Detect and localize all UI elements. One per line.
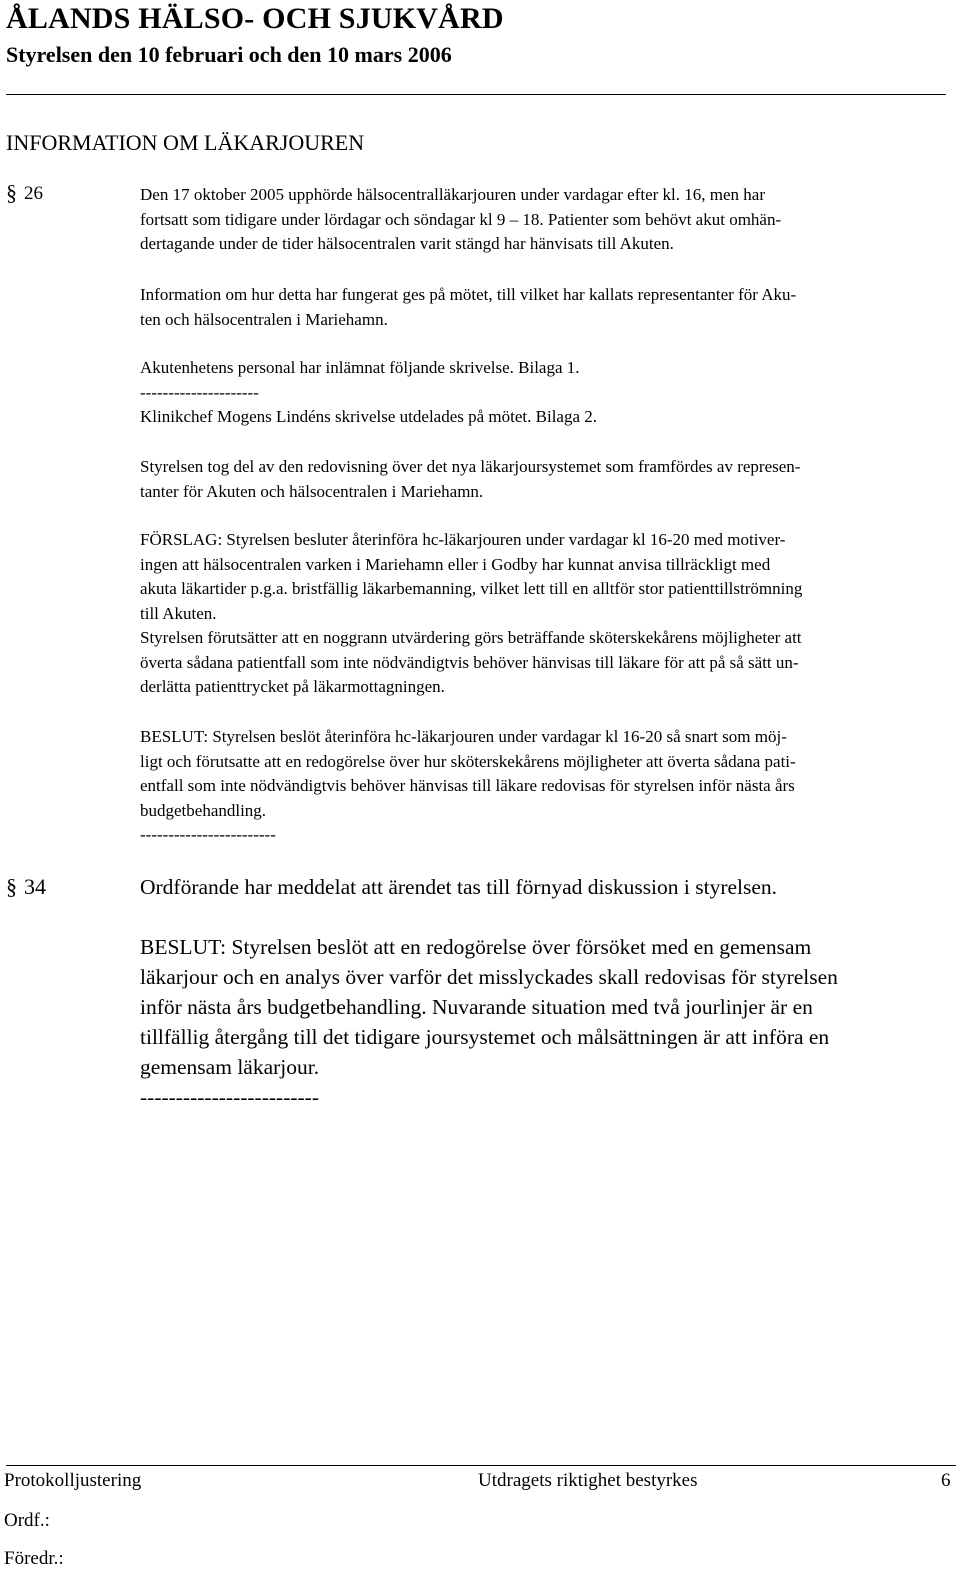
text-line: till Akuten.	[140, 603, 217, 623]
text-line: Klinikchef Mogens Lindéns skrivelse utdelades på mötet. Bilaga 2.	[140, 407, 598, 426]
item-26-paragraph-3	[140, 356, 960, 430]
text-line: dertagande under de tider hälsocentralen varit stängd har hänvisats till Akuten.	[140, 234, 674, 253]
text-line: derlätta patienttrycket på läkarmottagningen.	[140, 677, 445, 696]
text-line: Styrelsen tog del av den redovisning över det nya läkarjoursystemet som framfördes av represen-	[140, 457, 801, 476]
text-line: Information om hur detta har fungerat ges på mötet, till vilket har kallats representanter för Aku-	[140, 285, 797, 304]
text-line: fortsatt som tidigare under lördagar och söndagar kl 9 – 18. Patienter som behövt akut omhän-	[140, 209, 782, 229]
text-line: gemensam läkarjour.	[140, 1055, 320, 1079]
text-line: ligt och förutsatte att en redogörelse över hur sköterskekårens möjligheter att överta sådana pati-	[140, 751, 796, 771]
text-line: Den 17 oktober 2005 upphörde hälsocentralläkarjouren under vardagar efter kl. 16, men har	[140, 185, 765, 204]
text-line: budgetbehandling.	[140, 800, 267, 820]
item-34-decision	[140, 932, 960, 1112]
text-line: Akutenhetens personal har inlämnat följande skrivelse. Bilaga 1.	[140, 358, 580, 377]
footer-protocol-check: Protokolljustering	[4, 1470, 142, 1491]
paragraph-sign-34: §	[6, 874, 17, 899]
text-line: Styrelsen förutsätter att en noggrann utvärdering görs beträffande sköterskekårens möjligheter att	[140, 628, 802, 647]
text-line: entfall som inte nödvändigtvis behöver hänvisas till läkare redovisas för styrelsen inför nästa års	[140, 776, 795, 795]
text-line: Ordförande har meddelat att ärendet tas till förnyad diskussion i styrelsen.	[140, 875, 778, 899]
item-26-paragraph-2	[140, 283, 960, 332]
separator-line: ---------------------	[140, 382, 259, 402]
item-26-paragraph-4	[140, 455, 960, 504]
item-34-paragraph-1	[140, 872, 960, 902]
footer-presenter-label: Föredr.:	[4, 1548, 64, 1569]
section-heading: INFORMATION OM LÄKARJOUREN	[6, 130, 365, 155]
text-line: ingen att hälsocentralen varken i Mariehamn eller i Godby har kunnat anvisa tillräckligt med	[140, 554, 771, 574]
item-26-paragraph-1	[140, 183, 960, 257]
separator-line: -------------------------	[140, 1085, 319, 1109]
text-line: BESLUT: Styrelsen beslöt återinföra hc-läkarjouren under vardagar kl 16-20 så snart som möj-	[140, 727, 787, 746]
text-line: läkarjour och en analys över varför det misslyckades skall redovisas för styrelsen	[140, 965, 838, 989]
text-line: BESLUT: Styrelsen beslöt att en redogörelse över försöket med en gemensam	[140, 935, 812, 959]
text-line: inför nästa års budgetbehandling. Nuvarande situation med två jourlinjer är en	[140, 995, 813, 1019]
text-line: tillfällig återgång till det tidigare joursystemet och målsättningen är att införa en	[140, 1025, 830, 1049]
item-26-proposal	[140, 528, 960, 700]
item-number-26: 26	[24, 183, 43, 204]
text-line: tanter för Akuten och hälsocentralen i Mariehamn.	[140, 481, 484, 501]
text-line: överta sådana patientfall som inte nödvändigtvis behöver hänvisas till läkare för att på så sätt un-	[140, 652, 799, 672]
page-number: 6	[941, 1470, 951, 1491]
paragraph-sign-26: §	[6, 180, 17, 205]
organization-title: ÅLANDS HÄLSO- OCH SJUKVÅRD	[6, 2, 504, 35]
text-line: akuta läkartider p.g.a. bristfällig läkarbemanning, vilket lett till en alltför stor patienttillströmning	[140, 579, 803, 598]
meeting-subtitle: Styrelsen den 10 februari och den 10 mars 2006	[6, 42, 452, 67]
item-number-34: 34	[24, 874, 46, 899]
separator-line: ------------------------	[140, 825, 276, 844]
text-line: ten och hälsocentralen i Mariehamn.	[140, 309, 388, 329]
footer-chair-label: Ordf.:	[4, 1510, 50, 1531]
footer-certification: Utdragets riktighet bestyrkes	[478, 1470, 698, 1491]
item-26-decision	[140, 725, 960, 848]
header-divider	[6, 94, 946, 95]
text-line: FÖRSLAG: Styrelsen besluter återinföra hc-läkarjouren under vardagar kl 16-20 med motiver-	[140, 530, 786, 549]
footer-divider	[6, 1465, 956, 1466]
